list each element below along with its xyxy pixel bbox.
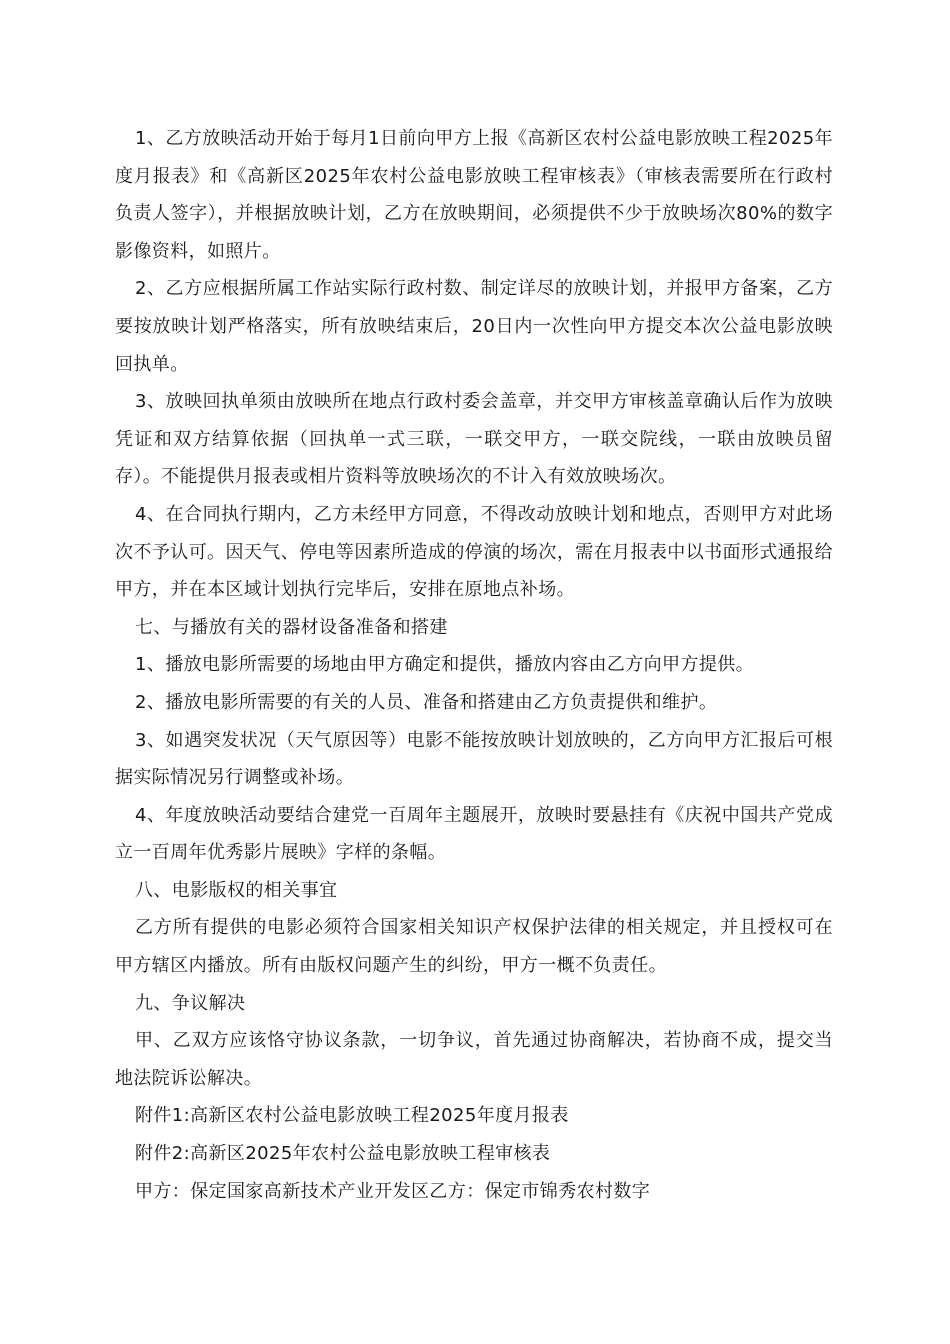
attachment-1: 附件1:高新区农村公益电影放映工程2025年度月报表 xyxy=(135,1105,569,1127)
section-heading-7-equipment: 七、与播放有关的器材设备准备和搭建 xyxy=(135,616,448,638)
attachment-2: 附件2:高新区2025年农村公益电影放映工程审核表 xyxy=(135,1143,551,1165)
paragraph-item-4-changes: 4、在合同执行期内，乙方未经甲方同意，不得改动放映计划和地点，否则甲方对此场次不予认可。因天气、停电等因素所造成的停演的场次，需在月报表中以书面形式通报给甲方，并在本区域计划执行完毕后，安排在原地点补场。 xyxy=(115,503,833,601)
paragraph-item-2-plan: 2、乙方应根据所属工作站实际行政村数、制定详尽的放映计划，并报甲方备案，乙方要按放映计划严格落实，所有放映结束后，20日内一次性向甲方提交本次公益电影放映回执单。 xyxy=(115,278,833,375)
paragraph-equipment-1: 1、播放电影所需要的场地由甲方确定和提供，播放内容由乙方向甲方提供。 xyxy=(135,654,755,676)
signature-line-parties: 甲方：保定国家高新技术产业开发区乙方：保定市锦秀农村数字 xyxy=(135,1180,651,1202)
document-body xyxy=(115,120,833,1210)
paragraph-equipment-3: 3、如遇突发状况（天气原因等）电影不能按放映计划放映的，乙方向甲方汇报后可根据实际情况另行调整或补场。 xyxy=(115,729,833,789)
paragraph-item-1-report: 1、乙方放映活动开始于每月1日前向甲方上报《高新区农村公益电影放映工程2025年度月报表》和《高新区2025年农村公益电影放映工程审核表》（审核表需要所在行政村负责人签字），并根据放映计划，乙方在放映期间，必须提供不少于放映场次80%的数字影像资料，如照片。 xyxy=(115,128,833,262)
section-heading-8-copyright: 八、电影版权的相关事宜 xyxy=(135,879,338,901)
paragraph-equipment-2: 2、播放电影所需要的有关的人员、准备和搭建由乙方负责提供和维护。 xyxy=(135,691,718,713)
paragraph-copyright: 乙方所有提供的电影必须符合国家相关知识产权保护法律的相关规定，并且授权可在甲方辖区内播放。所有由版权问题产生的纠纷，甲方一概不负责任。 xyxy=(115,917,833,977)
paragraph-dispute: 甲、乙双方应该恪守协议条款，一切争议，首先通过协商解决，若协商不成，提交当地法院诉讼解决。 xyxy=(115,1030,833,1089)
paragraph-equipment-4: 4、年度放映活动要结合建党一百周年主题展开，放映时要悬挂有《庆祝中国共产党成立一百周年优秀影片展映》字样的条幅。 xyxy=(115,804,833,864)
section-heading-9-dispute: 九、争议解决 xyxy=(135,992,246,1014)
paragraph-item-3-receipt: 3、放映回执单须由放映所在地点行政村委会盖章，并交甲方审核盖章确认后作为放映凭证和双方结算依据（回执单一式三联，一联交甲方，一联交院线，一联由放映员留存）。不能提供月报表或相片资料等放映场次的不计入有效放映场次。 xyxy=(115,391,833,488)
